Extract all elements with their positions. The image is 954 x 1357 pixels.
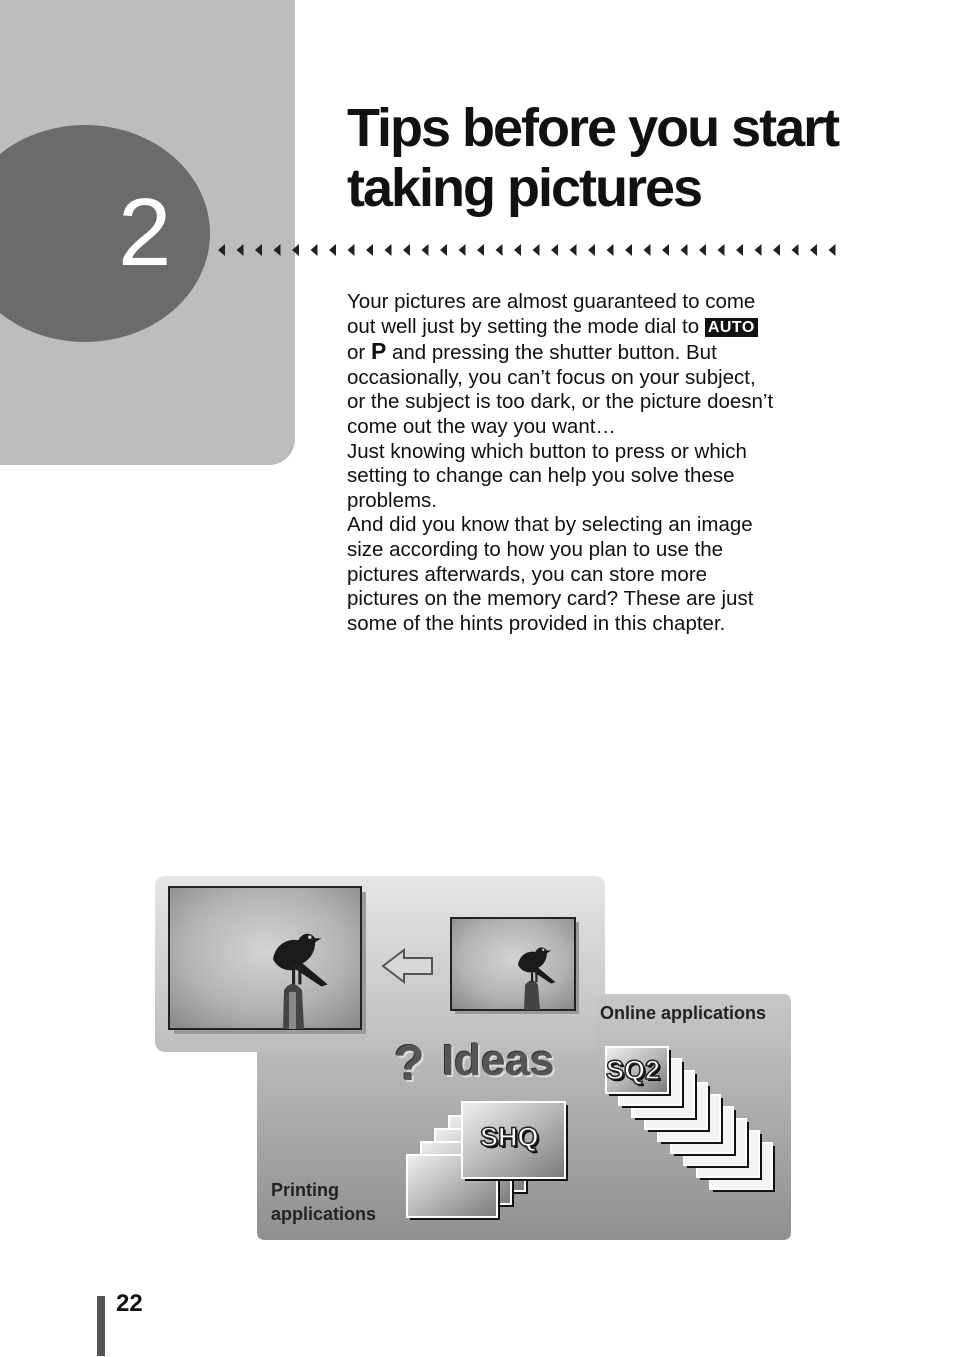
program-mode-icon: P — [370, 338, 387, 365]
chapter-number: 2 — [118, 179, 172, 286]
intro-paragraph-1: Your pictures are almost guaranteed to come out well just by setting the mode dial to AUTO or P and pressing the shutter button. But occasionally, you can’t focus on your subject, or the subject is too dark, or the picture doesn’t come out the way you want… — [347, 290, 774, 438]
page-marker-bar — [97, 1296, 105, 1356]
ideas-heading: Ideas — [442, 1036, 555, 1085]
intro-paragraph-2: Just knowing which button to press or which setting to change can help you solve these problems. — [347, 439, 747, 512]
online-applications-label: Online applications — [600, 1003, 767, 1023]
title-line-2: taking pictures — [347, 158, 702, 218]
auto-mode-icon: AUTO — [705, 318, 758, 337]
small-bird-photo — [451, 918, 575, 1010]
question-mark-icon: ? — [394, 1035, 425, 1091]
title-line-1: Tips before you start — [347, 98, 839, 158]
shq-size-label: SHQ — [480, 1122, 539, 1152]
intro-paragraph-3: And did you know that by selecting an image size according to how you plan to use the pictures afterwards, you can store more pictures on the memory card? These are just some of the hints provided in this chapter. — [347, 513, 754, 635]
printing-applications-label: Printing applications — [271, 1180, 377, 1224]
large-bird-photo — [169, 887, 361, 1029]
sq2-size-label: SQ2 — [606, 1055, 661, 1085]
page-number: 22 — [116, 1290, 143, 1317]
